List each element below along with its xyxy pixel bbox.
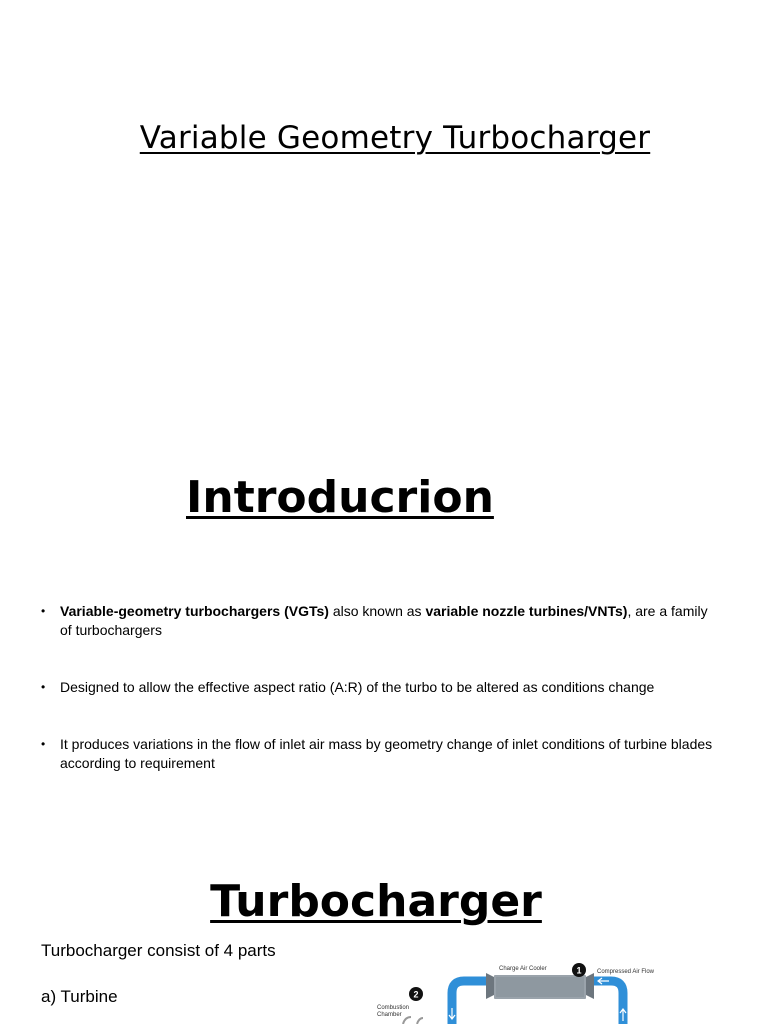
bullet-text: Designed to allow the effective aspect ratio (A:R) of the turbo to be altered as conditions change bbox=[60, 679, 655, 695]
bullet-item-air-mass bbox=[41, 735, 721, 773]
bullet-item-vgt bbox=[41, 602, 721, 640]
intake-pipe-right bbox=[590, 981, 623, 1024]
bullet-bold-vgt: Variable-geometry turbochargers (VGTs) bbox=[60, 603, 329, 619]
introduction-heading: Introducrion bbox=[186, 472, 494, 523]
charge-air-cooler-label: Charge Air Cooler bbox=[499, 966, 547, 972]
swirl-arrow-icon bbox=[403, 1017, 423, 1024]
bullet-text: also known as bbox=[328, 603, 426, 619]
intake-pipe-left bbox=[452, 981, 490, 1024]
compressed-air-flow-label: Compressed Air Flow bbox=[597, 969, 655, 975]
step-badge-2-number: 2 bbox=[413, 989, 419, 1000]
parts-list-item bbox=[41, 987, 118, 1007]
combustion-chamber-label: Combustion bbox=[377, 1005, 410, 1011]
step-badge-1-number: 1 bbox=[576, 965, 582, 976]
bullet-text: It produces variations in the flow of inlet air mass by geometry change of inlet conditions of turbine blades according to requirement bbox=[60, 736, 713, 771]
slide-title: Variable Geometry Turbocharger bbox=[139, 120, 651, 156]
bullet-item-aspect-ratio bbox=[41, 678, 721, 697]
parts-list-marker: a) bbox=[41, 987, 57, 1006]
introduction-bullet-list bbox=[41, 602, 721, 773]
charge-air-cooler-core bbox=[494, 975, 586, 999]
bullet-dot: • bbox=[41, 680, 46, 694]
parts-list-label: Turbine bbox=[60, 987, 118, 1006]
combustion-chamber-label: Chamber bbox=[377, 1012, 402, 1018]
turbocharger-heading: Turbocharger bbox=[210, 876, 542, 927]
cooler-outlet-cap bbox=[586, 973, 594, 999]
bullet-bold-vnt: variable nozzle turbines/VNTs) bbox=[425, 603, 628, 619]
parts-intro-text: Turbocharger consist of 4 parts bbox=[41, 941, 276, 960]
bullet-dot: • bbox=[41, 737, 46, 751]
cooler-inlet-cap bbox=[486, 973, 494, 999]
bullet-text: , are a family of turbochargers bbox=[60, 603, 708, 638]
turbocharger-diagram bbox=[355, 955, 725, 1024]
bullet-dot: • bbox=[41, 604, 46, 618]
